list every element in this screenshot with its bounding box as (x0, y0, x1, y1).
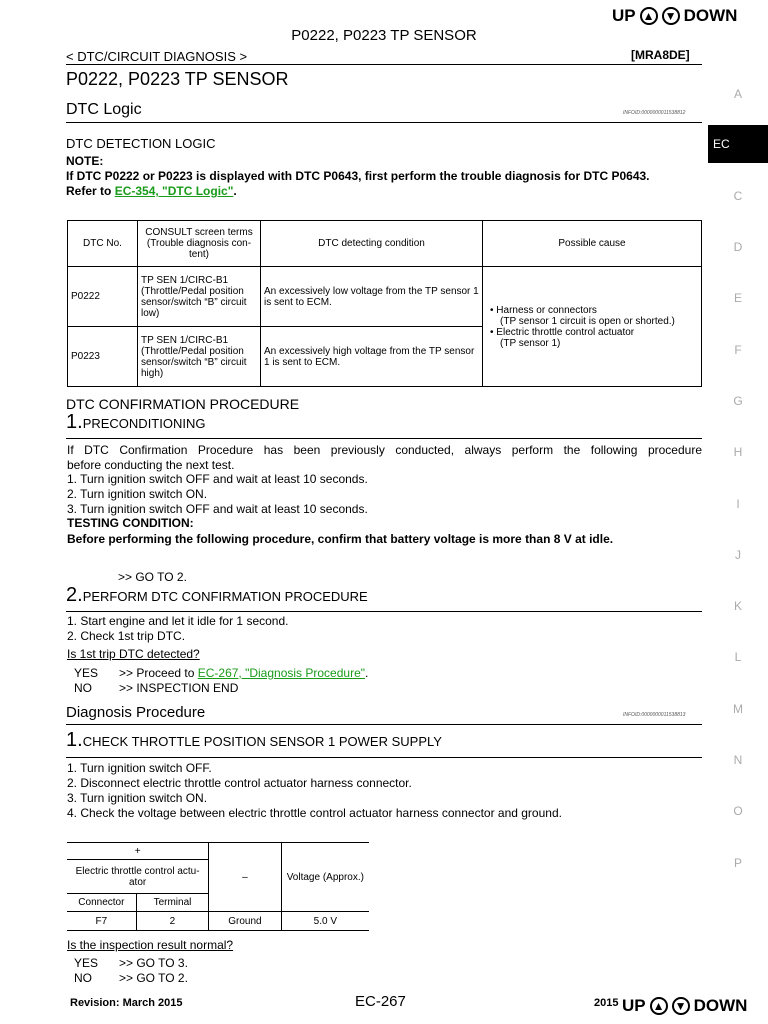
step2-rule (66, 611, 702, 612)
arrow-down-icon[interactable]: ▼ (672, 997, 690, 1015)
col-consult-terms: CONSULT screen terms (Trouble diagnosis con-tent) (138, 221, 261, 267)
cause-1: Harness or connectors (496, 304, 597, 316)
diagnosis-procedure-link[interactable]: EC-267, "Diagnosis Procedure" (197, 666, 366, 680)
voltage-table (67, 842, 369, 931)
question-inspection: Is the inspection result normal? (67, 938, 234, 952)
section-title: P0222, P0223 TP SENSOR (66, 69, 289, 89)
actuator-header: Electric throttle control actu-ator (67, 860, 209, 894)
voltage-header: Voltage (Approx.) (281, 843, 369, 912)
header-rule (66, 64, 702, 65)
side-tab-n[interactable]: N (733, 753, 743, 767)
bullet: • (490, 304, 494, 316)
col-detecting-condition: DTC detecting condition (261, 221, 483, 267)
refer-suffix: . (233, 184, 237, 198)
side-tab-d[interactable]: D (733, 240, 743, 254)
page-number: EC-267 (355, 993, 406, 1010)
possible-cause (483, 267, 702, 387)
infoid-dtc-logic: INFOID:0000000011538812 (623, 110, 686, 116)
page-nav-top (612, 6, 737, 26)
answer-yes (74, 666, 368, 680)
cause-1-detail: (TP sensor 1 circuit is open or shorted.) (500, 315, 675, 327)
diag-step1-label: CHECK THROTTLE POSITION SENSOR 1 POWER SUPPLY (82, 734, 442, 749)
no-label: NO (74, 681, 92, 695)
dtc-code: P0222 (68, 267, 138, 327)
breadcrumb: < DTC/CIRCUIT DIAGNOSIS > (66, 49, 248, 64)
side-tab-g[interactable]: G (733, 394, 743, 408)
list-item: 1. Turn ignition switch OFF. (67, 761, 212, 775)
side-tab-c[interactable]: C (733, 189, 743, 203)
step1-paragraph-cont: before conducting the next test. (67, 458, 235, 472)
table-row (68, 267, 702, 327)
yes-text: >> Proceed to (119, 666, 195, 680)
side-tab-k[interactable]: K (733, 599, 742, 613)
step2-label: PERFORM DTC CONFIRMATION PROCEDURE (82, 589, 368, 604)
yes-suffix: . (365, 666, 369, 680)
yes-label: YES (74, 666, 99, 680)
side-tab-j[interactable]: J (735, 548, 741, 562)
answer-no (74, 681, 238, 695)
consult-term: TP SEN 1/CIRC-B1 (Throttle/Pedal position sensor/switch “B” circuit high) (138, 327, 261, 387)
revision: Revision: March 2015 (70, 997, 183, 1009)
list-item: 2. Turn ignition switch ON. (67, 487, 208, 501)
yes-text[interactable]: >> GO TO 3. (119, 956, 188, 970)
detecting-condition: An excessively high voltage from the TP sensor 1 is sent to ECM. (261, 327, 483, 387)
testing-condition-text: Before performing the following procedure, confirm that battery voltage is more than 8 V at idle. (67, 532, 614, 546)
dtc-table (67, 220, 702, 387)
step1-paragraph: If DTC Confirmation Procedure has been previously conducted, always perform the following procedure (67, 443, 702, 457)
bullet: • (490, 326, 494, 338)
side-tab-e[interactable]: E (733, 291, 742, 305)
connector-value: F7 (67, 912, 136, 931)
side-tab-o[interactable]: O (733, 804, 743, 818)
diag-step1-title (66, 729, 442, 752)
side-tab-p[interactable]: P (733, 856, 742, 870)
yes-label: YES (74, 956, 99, 970)
goto-2[interactable]: >> GO TO 2. (118, 570, 187, 584)
col-dtc-no: DTC No. (68, 221, 138, 267)
list-item: 3. Turn ignition switch OFF and wait at least 10 seconds. (67, 502, 368, 516)
down-link[interactable]: DOWN (683, 6, 738, 25)
step2-number: 2. (66, 584, 83, 606)
connector-header: Connector (67, 894, 136, 912)
arrow-down-icon[interactable]: ▼ (662, 7, 680, 25)
arrow-up-icon[interactable]: ▲ (650, 997, 668, 1015)
up-link[interactable]: UP (622, 996, 646, 1015)
side-tab-ec[interactable]: EC (708, 125, 768, 163)
diagnosis-heading: Diagnosis Procedure (66, 704, 206, 721)
list-item: 2. Check 1st trip DTC. (67, 629, 186, 643)
list-item: 2. Disconnect electric throttle control actuator harness connector. (67, 776, 412, 790)
side-tab-i[interactable]: I (736, 497, 740, 511)
diag-step1-number: 1. (66, 729, 83, 751)
dtc-logic-link[interactable]: EC-354, "DTC Logic" (114, 184, 234, 198)
footer-year: 2015 (594, 997, 619, 1009)
no-text: >> INSPECTION END (119, 681, 239, 695)
side-tab-l[interactable]: L (734, 650, 742, 664)
terminal-value: 2 (136, 912, 209, 931)
step1-title (66, 411, 205, 434)
consult-term: TP SEN 1/CIRC-B1 (Throttle/Pedal position sensor/switch “B” circuit low) (138, 267, 261, 327)
diagnosis-rule (66, 724, 702, 725)
testing-condition-label: TESTING CONDITION: (67, 516, 194, 530)
cause-2-detail: (TP sensor 1) (500, 337, 561, 349)
running-title: P0222, P0223 TP SENSOR (291, 27, 477, 44)
dtc-code: P0223 (68, 327, 138, 387)
note-text: If DTC P0222 or P0223 is displayed with DTC P0643, first perform the trouble diagnosis for DTC P0643. (66, 169, 650, 183)
diag-answer-yes (74, 956, 188, 970)
confirmation-heading: DTC CONFIRMATION PROCEDURE (66, 396, 300, 412)
side-tab-a[interactable]: A (733, 87, 742, 101)
diag-step1-rule (66, 757, 702, 758)
step1-number: 1. (66, 411, 83, 433)
list-item: 1. Start engine and let it idle for 1 second. (67, 614, 289, 628)
detecting-condition: An excessively low voltage from the TP sensor 1 is sent to ECM. (261, 267, 483, 327)
plus-header: + (67, 843, 209, 860)
side-tab-m[interactable]: M (733, 702, 743, 716)
arrow-up-icon[interactable]: ▲ (640, 7, 658, 25)
table-row (67, 912, 369, 931)
no-text[interactable]: >> GO TO 2. (119, 971, 188, 985)
terminal-header: Terminal (136, 894, 209, 912)
up-link[interactable]: UP (612, 6, 636, 25)
refer-prefix: Refer to (66, 184, 112, 198)
engine-code: [MRA8DE] (631, 48, 690, 62)
note-label: NOTE: (66, 154, 104, 168)
voltage-value: 5.0 V (281, 912, 369, 931)
col-possible-cause: Possible cause (483, 221, 702, 267)
dtc-logic-heading: DTC Logic (66, 101, 142, 118)
ground-value: Ground (209, 912, 281, 931)
down-link[interactable]: DOWN (693, 996, 748, 1015)
minus-header: – (209, 843, 281, 912)
step1-label: PRECONDITIONING (82, 416, 206, 431)
cause-2: Electric throttle control actuator (496, 326, 635, 338)
dtc-logic-rule (66, 122, 702, 123)
diag-answer-no (74, 971, 188, 985)
detection-logic-heading: DTC DETECTION LOGIC (66, 136, 216, 151)
no-label: NO (74, 971, 92, 985)
question-1st-trip: Is 1st trip DTC detected? (67, 647, 200, 661)
list-item: 3. Turn ignition switch ON. (67, 791, 208, 805)
step1-rule (66, 438, 702, 439)
note-refer (66, 184, 237, 198)
step2-title (66, 584, 368, 607)
list-item: 1. Turn ignition switch OFF and wait at least 10 seconds. (67, 472, 368, 486)
infoid-diagnosis: INFOID:0000000011538813 (623, 712, 686, 718)
side-tab-f[interactable]: F (734, 343, 742, 357)
side-tab-h[interactable]: H (733, 445, 743, 459)
page-nav-bottom (622, 996, 747, 1016)
list-item: 4. Check the voltage between electric throttle control actuator harness connector and ground. (67, 806, 562, 820)
